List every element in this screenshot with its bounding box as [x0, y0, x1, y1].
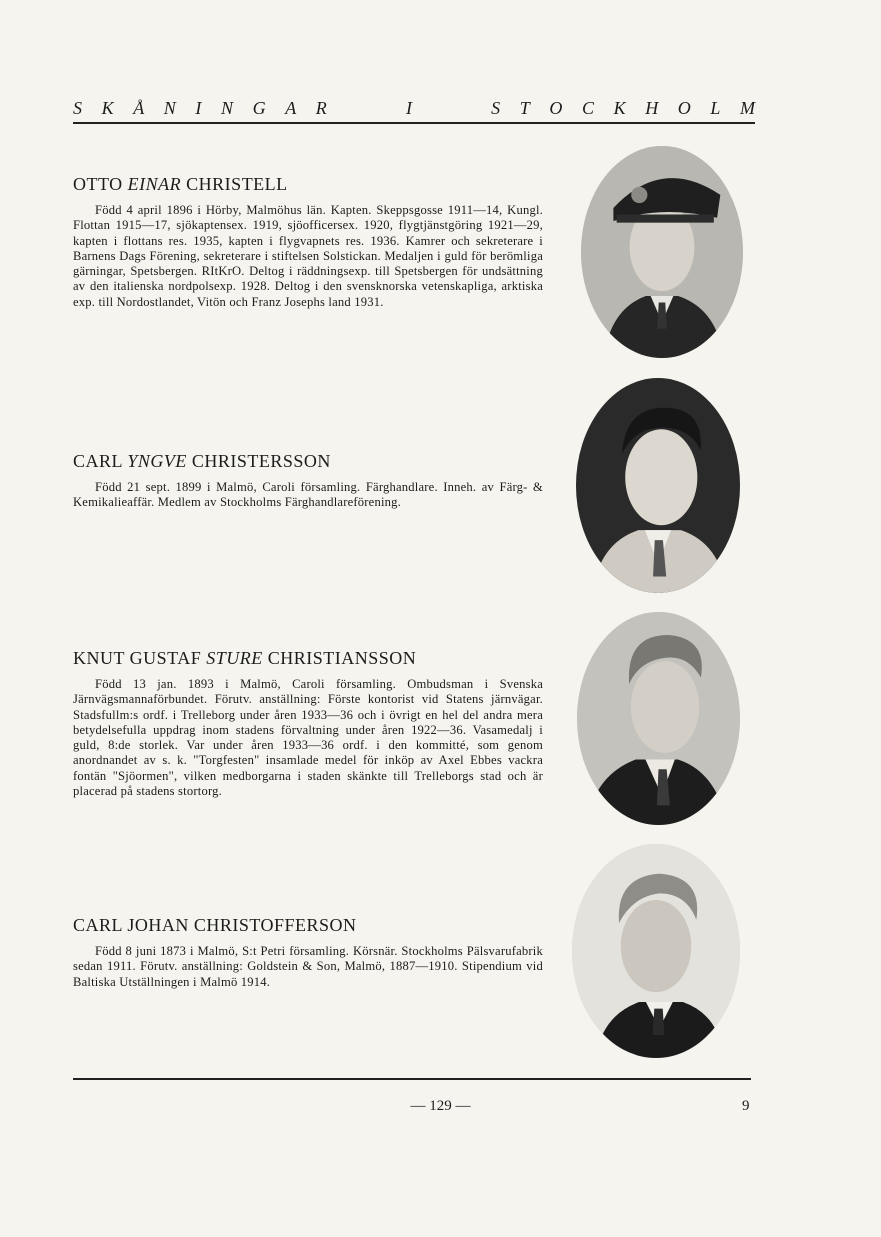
name-plain: CARL JOHAN CHRISTOFFERSON: [73, 915, 357, 935]
portrait-photo: [572, 844, 740, 1058]
running-head-letter: K: [613, 98, 626, 118]
portrait-image: [576, 378, 740, 593]
footer-rule: [73, 1078, 751, 1080]
portrait-image: [581, 146, 743, 358]
name-plain: CHRISTERSSON: [186, 451, 331, 471]
name-italic: EINAR: [127, 174, 182, 194]
name-italic: STURE: [206, 648, 263, 668]
running-head-letter: O: [677, 98, 691, 118]
running-head-letter: S: [491, 98, 501, 118]
running-head-letter: S: [73, 98, 82, 118]
biography-entry: [73, 915, 543, 990]
name-italic: YNGVE: [127, 451, 187, 471]
entry-text: Född 21 sept. 1899 i Malmö, Caroli församling. Färghandlare. Inneh. av Färg- & Kemikalieaffär. Medlem av Stockholms Färghandlareförening.: [73, 480, 543, 510]
header-rule: [73, 122, 755, 124]
portrait-photo: [577, 612, 740, 825]
name-plain: CHRISTELL: [181, 174, 288, 194]
running-head-letter: G: [252, 98, 266, 118]
portrait-photo: [576, 378, 740, 593]
name-plain: OTTO: [73, 174, 128, 194]
name-plain: CHRISTIANSSON: [262, 648, 417, 668]
entry-name: [73, 648, 543, 669]
running-head-letter: O: [549, 98, 563, 118]
signature-mark: 9: [742, 1098, 750, 1114]
entry-text: Född 13 jan. 1893 i Malmö, Caroli församling. Ombudsman i Svenska Järnvägsmannaförbundet. Förutv. anställning: Förste kontorist vid Statens järnvägar. Stadsfullm:s ordf. i Trelleborg under åren 1933—36 och i övrigt en hel del andra mera betydelsefulla uppdrag inom stadens förvaltning under åren 1922—36. Vasamedalj i guld, 8:de storlek. Var under åren 1933—36 ordf. i den kommitté, som genom anordnandet av s. k. "Torgfesten" insamlade medel för inköp av Axel Ebbes vackra fontän "Sjöormen", vilken medborgarna i staden skänkte till Trelleborgs stad och är placerad på stadens stortorg.: [73, 677, 543, 799]
running-head-letter: N: [221, 98, 234, 118]
entry-name: [73, 915, 543, 936]
name-plain: KNUT GUSTAF: [73, 648, 207, 668]
running-head-letter: I: [195, 98, 202, 118]
portrait-image: [572, 844, 740, 1058]
running-head-letter: L: [710, 98, 721, 118]
portrait-image: [577, 612, 740, 825]
entry-name: [73, 174, 543, 195]
running-head-letter: I: [405, 98, 412, 118]
portrait-photo: [581, 146, 743, 358]
running-head-letter: Å: [133, 98, 145, 118]
running-head-letter: T: [519, 98, 530, 118]
page-number: — 129 —: [410, 1098, 471, 1114]
running-head-letter: H: [645, 98, 659, 118]
running-head-letter: R: [315, 98, 327, 118]
name-plain: CARL: [73, 451, 128, 471]
entry-text: Född 4 april 1896 i Hörby, Malmöhus län. Kapten. Skeppsgosse 1911—14, Kungl. Flottan 1915—17, sjökaptensex. 1919, sjöofficersex. 1920, flygtjänstgöring 1921—29, kapten i flottans res. 1935, kapten i flygvapnets res. 1936. Kamrer och sekreterare i Barnens Dags Förening, sekreterare i stiftelsen Solstickan. Medaljen i guld för berömliga gärningar, Spetsbergen. RItKrO. Deltog i räddningsexp. till Spetsbergen för undsättning av den italienska nordpolsexp. 1928. Deltog i den svensknorska vetenskapliga, arktiska exp. till Nordostlandet, Vitön och Franz Josephs land 1931.: [73, 203, 543, 309]
entry-name: [73, 451, 543, 472]
biography-entry: [73, 648, 543, 799]
running-head-letter: N: [163, 98, 176, 118]
running-head-letter: M: [739, 98, 755, 118]
running-head-letter: K: [101, 98, 114, 118]
entry-text: Född 8 juni 1873 i Malmö, S:t Petri församling. Körsnär. Stockholms Pälsvarufabrik sedan 1911. Förutv. anställning: Goldstein & Son, Malmö, 1887—1910. Stipendium vid Baltiska Utställningen i Malmö 1914.: [73, 944, 543, 989]
running-head-letter: C: [581, 98, 594, 118]
running-head: [73, 98, 755, 119]
biography-entry: [73, 451, 543, 511]
running-head-letter: A: [285, 98, 297, 118]
biography-entry: [73, 174, 543, 310]
